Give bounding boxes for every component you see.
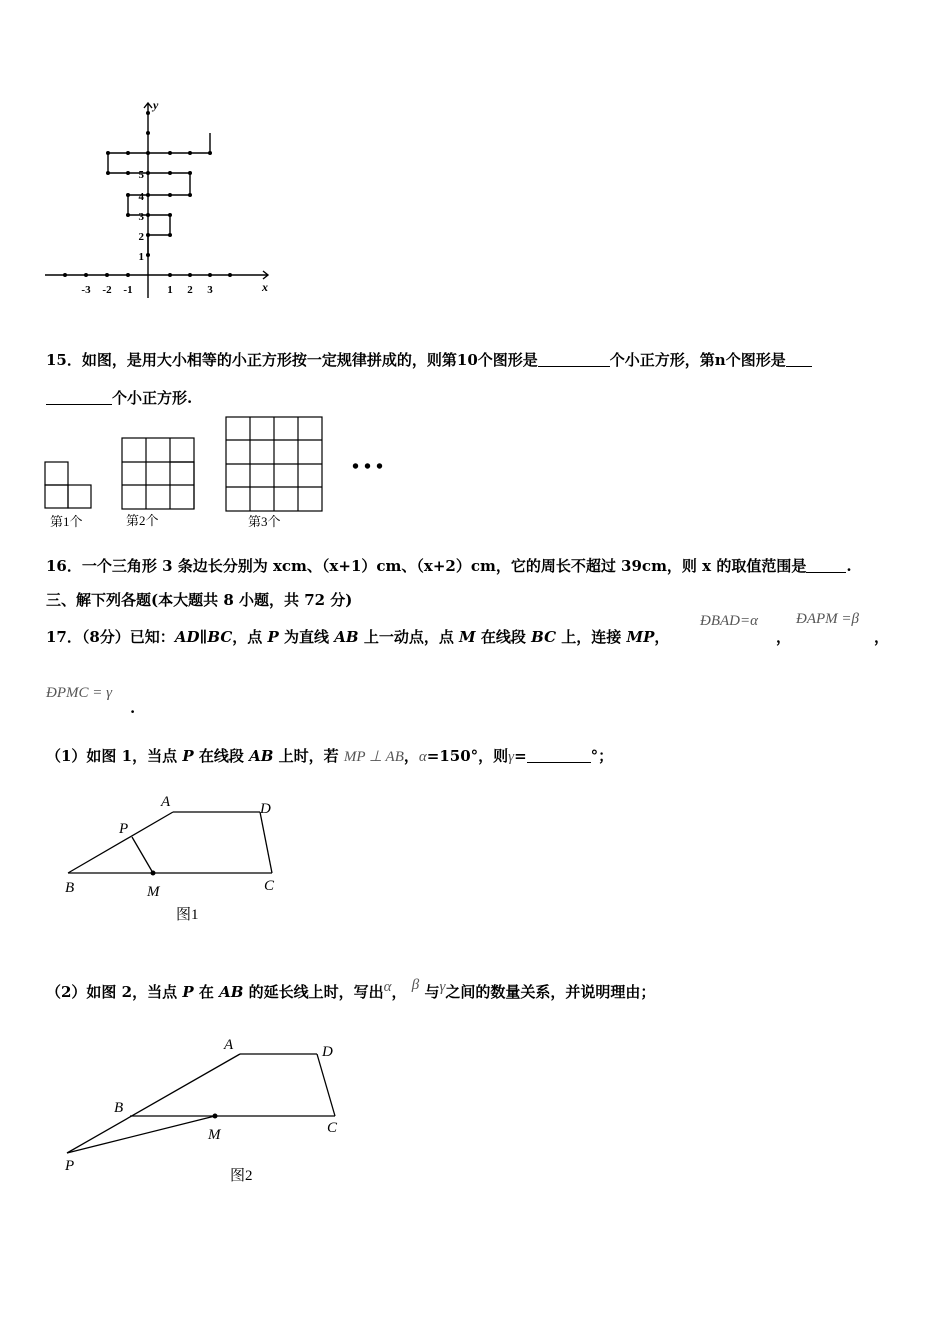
figure-3-label: 第3个: [248, 514, 281, 529]
y-axis-label: y: [153, 98, 159, 112]
ellipsis: • • •: [352, 456, 384, 478]
section-3-title: 三、解下列各题(本大题共 8 小题，共 72 分): [46, 591, 353, 609]
figure-1-trapezoid: [55, 790, 295, 930]
answer-blank-4[interactable]: [527, 748, 591, 763]
q15-line1: 15．如图，是用大小相等的小正方形按一定规律拼成的，则第10个图形是 个小正方形，第n个图形是: [46, 349, 812, 370]
point-p: P: [65, 1158, 75, 1174]
answer-blank-2b[interactable]: [46, 390, 112, 405]
point-m: M: [208, 1127, 221, 1143]
x-tick: -3: [81, 284, 91, 296]
x-axis-label: x: [262, 280, 268, 294]
comma: ，: [776, 628, 792, 646]
angle-pmc: ÐPMC = γ: [46, 685, 113, 701]
point-p: P: [119, 821, 129, 837]
point-a: A: [161, 794, 171, 810]
point-m: M: [147, 884, 160, 900]
figure-2: [122, 438, 194, 509]
figure-2-trapezoid: [55, 1030, 355, 1195]
point-a: A: [224, 1037, 234, 1053]
y-tick: 5: [138, 169, 144, 181]
answer-blank-1[interactable]: [538, 352, 610, 367]
figure-2-caption: 图2: [230, 1168, 253, 1184]
y-tick: 3: [138, 211, 144, 223]
x-tick: -1: [123, 284, 133, 296]
q17-stem: 17．（8分）已知：AD∥BC，点 P 为直线 AB 上一动点，点 M 在线段 BC 上，连接 MP，: [46, 628, 670, 646]
answer-blank-2a[interactable]: [786, 352, 812, 367]
point-c: C: [327, 1120, 338, 1136]
figure-1-label: 第1个: [50, 514, 83, 529]
angle-apm: ÐAPM =β: [796, 611, 859, 627]
point-b: B: [114, 1100, 124, 1116]
y-tick: 4: [138, 191, 144, 203]
x-tick: 2: [187, 284, 193, 296]
path-polyline: [108, 133, 210, 255]
point-b: B: [65, 880, 75, 896]
coordinate-path-figure: [40, 95, 280, 305]
point-d: D: [260, 801, 271, 817]
angle-bad: ÐBAD=α: [700, 613, 758, 629]
x-tick: -2: [102, 284, 112, 296]
q17-part2: （2）如图 2，当点 P 在 AB 的延长线上时，写出α， β 与γ之间的数量关系，并说明理由；: [46, 977, 656, 1001]
figure-2-label: 第2个: [126, 513, 159, 528]
y-tick: 2: [138, 231, 144, 243]
figure-1-caption: 图1: [176, 907, 199, 923]
q15-square-figures: [40, 412, 420, 534]
point-c: C: [264, 878, 275, 894]
x-tick: 3: [207, 284, 213, 296]
q17-part1: （1）如图 1，当点 P 在线段 AB 上时，若 MP ⊥ AB，α=150°，则γ= °；: [46, 747, 614, 765]
point-d: D: [322, 1044, 333, 1060]
x-tick: 1: [167, 284, 173, 296]
q16: 16．一个三角形 3 条边长分别为 xcm、（x+1）cm、（x+2）cm，它的周长不超过 39cm，则 x 的取值范围是 .: [46, 557, 852, 575]
figure-1: [45, 462, 91, 508]
comma: ，: [874, 628, 890, 646]
answer-blank-3[interactable]: [806, 558, 846, 573]
q15-line2: 个小正方形.: [46, 387, 192, 408]
period: .: [130, 699, 136, 717]
y-tick: 1: [138, 251, 144, 263]
figure-3: [226, 417, 322, 511]
